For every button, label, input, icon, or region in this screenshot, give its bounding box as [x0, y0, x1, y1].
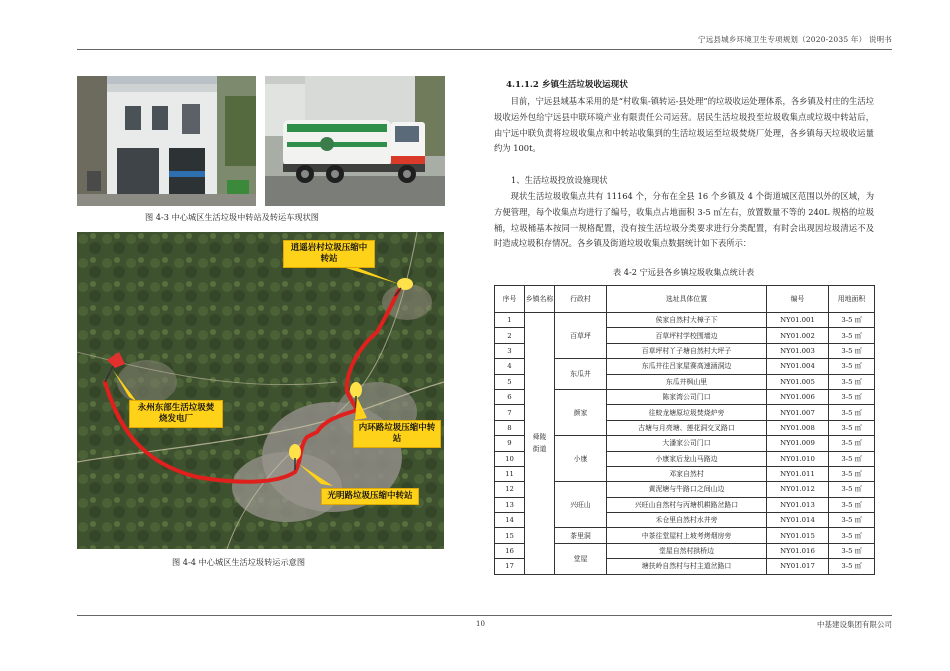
cell-village: 百草坪 — [555, 313, 607, 359]
cell-no: 6 — [495, 389, 525, 404]
cell-village: 颜家 — [555, 389, 607, 435]
cell-code: NY01.009 — [767, 436, 829, 451]
cell-no: 13 — [495, 497, 525, 512]
company-name: 中基建设集团有限公司 — [817, 620, 892, 629]
cell-no: 16 — [495, 543, 525, 558]
paragraph-collection-system: 目前，宁远县域基本采用的是“村收集-镇转运-县处理”的垃圾收运处理体系，各乡镇及村庄的生活垃圾收运外包给宁远县中联环境产业有限责任公司运营。居民生活垃圾投至垃圾收集点或垃圾中转站后，由宁远中联负责将垃圾收集点和中转站收集到的生活垃圾运至垃圾焚烧厂处理，各乡镇每天垃圾收运量约为 100t。 — [494, 96, 874, 154]
cell-no: 2 — [495, 328, 525, 343]
cell-area: 3-5 ㎡ — [829, 497, 875, 512]
cell-village: 小康 — [555, 436, 607, 482]
transfer-route-map — [77, 232, 444, 549]
cell-code: NY01.013 — [767, 497, 829, 512]
paragraph-collection-points: 现状生活垃圾收集点共有 11164 个，分布在全县 16 个乡镇及 4 个街道城区范围以外的区域，为方便管理，每个收集点均进行了编号，收集点占地面积 3-5 ㎡左右，放置数量不等的 240L 规格的垃圾桶，垃圾桶基本按同一规格配置，没有按生活垃圾分类要求进行分类配置，有时会出现因垃圾清运不及时造成垃圾积存情况。各乡镇及街道垃圾收集点数据统计如下表所示： — [494, 191, 874, 249]
cell-area: 3-5 ㎡ — [829, 482, 875, 497]
cell-village: 东瓜井 — [555, 359, 607, 390]
header-area: 用地面积 — [829, 286, 875, 313]
cell-location: 古塘与月亮塘、莲花洞交叉路口 — [607, 420, 767, 435]
cell-area: 3-5 ㎡ — [829, 359, 875, 374]
cell-no: 1 — [495, 313, 525, 328]
cell-location: 黄泥塘与牛路口之间山边 — [607, 482, 767, 497]
cell-area: 3-5 ㎡ — [829, 420, 875, 435]
cell-code: NY01.003 — [767, 343, 829, 358]
cell-no: 11 — [495, 466, 525, 481]
cell-location: 塘扶岭自然村与村主道岔路口 — [607, 559, 767, 574]
transfer-station-photo — [77, 76, 256, 206]
cell-location: 邓家自然村 — [607, 466, 767, 481]
cell-no: 17 — [495, 559, 525, 574]
cell-code: NY01.007 — [767, 405, 829, 420]
cell-area: 3-5 ㎡ — [829, 543, 875, 558]
cell-code: NY01.006 — [767, 389, 829, 404]
cell-location: 陈家湾公司门口 — [607, 389, 767, 404]
cell-area: 3-5 ㎡ — [829, 436, 875, 451]
cell-code: NY01.011 — [767, 466, 829, 481]
cell-location: 兴旺山自然村与丙塘机耕路岔路口 — [607, 497, 767, 512]
cell-location: 百草坪村学校围墙边 — [607, 328, 767, 343]
figure-4-3-caption: 图 4-3 中心城区生活垃圾中转站及转运车现状图 — [145, 212, 319, 222]
cell-area: 3-5 ㎡ — [829, 451, 875, 466]
cell-area: 3-5 ㎡ — [829, 528, 875, 543]
cell-location: 往蛟龙塘原垃圾焚烧炉旁 — [607, 405, 767, 420]
header-rule — [77, 49, 892, 50]
callout-incineration-plant: 永州东部生活垃圾焚烧发电厂 — [129, 400, 223, 428]
figure-4-4-caption: 图 4-4 中心城区生活垃圾转运示意图 — [172, 557, 306, 567]
cell-code: NY01.001 — [767, 313, 829, 328]
cell-no: 7 — [495, 405, 525, 420]
cell-location: 大潘家公司门口 — [607, 436, 767, 451]
collection-points-table — [494, 285, 875, 575]
cell-area: 3-5 ㎡ — [829, 328, 875, 343]
cell-code: NY01.008 — [767, 420, 829, 435]
footer-rule — [77, 615, 892, 616]
subsection-heading: 1、生活垃圾投放设施现状 — [511, 175, 608, 185]
page-number: 10 — [476, 620, 485, 628]
section-title: 4.1.1.2 乡镇生活垃圾收运现状 — [506, 80, 628, 90]
header-village: 行政村 — [555, 286, 607, 313]
cell-no: 4 — [495, 359, 525, 374]
cell-location: 东瓜井往吕家屋赛高速涵洞边 — [607, 359, 767, 374]
cell-location: 百草坪村丫子塘自然村大坪子 — [607, 343, 767, 358]
cell-area: 3-5 ㎡ — [829, 513, 875, 528]
running-header: 宁远县城乡环境卫生专项规划（2020-2035 年） 说明书 — [698, 35, 892, 44]
cell-area: 3-5 ㎡ — [829, 466, 875, 481]
table-caption: 表 4-2 宁远县各乡镇垃圾收集点统计表 — [613, 267, 755, 277]
cell-location: 侯家自然村大樟子下 — [607, 313, 767, 328]
cell-location: 东瓜井枫山里 — [607, 374, 767, 389]
cell-code: NY01.010 — [767, 451, 829, 466]
garbage-truck-photo — [265, 76, 445, 206]
header-location: 选址具体位置 — [607, 286, 767, 313]
cell-no: 9 — [495, 436, 525, 451]
callout-ring-road-station: 内环路垃圾压缩中转站 — [353, 420, 441, 448]
cell-no: 15 — [495, 528, 525, 543]
cell-no: 5 — [495, 374, 525, 389]
cell-village: 堂屋 — [555, 543, 607, 574]
cell-location: 禾仓里自然村水井旁 — [607, 513, 767, 528]
cell-no: 14 — [495, 513, 525, 528]
cell-village: 兴旺山 — [555, 482, 607, 528]
cell-code: NY01.015 — [767, 528, 829, 543]
header-town: 乡镇名称 — [525, 286, 555, 313]
cell-no: 3 — [495, 343, 525, 358]
cell-area: 3-5 ㎡ — [829, 559, 875, 574]
cell-code: NY01.004 — [767, 359, 829, 374]
cell-code: NY01.016 — [767, 543, 829, 558]
cell-location: 小康家后龙山马路边 — [607, 451, 767, 466]
cell-no: 10 — [495, 451, 525, 466]
cell-no: 12 — [495, 482, 525, 497]
callout-guangming-road-station: 光明路垃圾压缩中转站 — [321, 488, 419, 505]
cell-location: 堂屋自然村拱桥边 — [607, 543, 767, 558]
callout-xiaoyaoyan-station: 逍遥岩村垃圾压缩中转站 — [283, 240, 375, 268]
header-no: 序号 — [495, 286, 525, 313]
cell-village: 茶里洞 — [555, 528, 607, 543]
header-code: 编号 — [767, 286, 829, 313]
cell-code: NY01.005 — [767, 374, 829, 389]
cell-area: 3-5 ㎡ — [829, 343, 875, 358]
cell-area: 3-5 ㎡ — [829, 389, 875, 404]
table-row — [495, 313, 875, 328]
cell-code: NY01.002 — [767, 328, 829, 343]
cell-area: 3-5 ㎡ — [829, 374, 875, 389]
table-header-row — [495, 286, 875, 313]
cell-area: 3-5 ㎡ — [829, 313, 875, 328]
cell-town — [525, 313, 555, 575]
cell-code: NY01.017 — [767, 559, 829, 574]
cell-area: 3-5 ㎡ — [829, 405, 875, 420]
cell-code: NY01.014 — [767, 513, 829, 528]
town-name-label: 舜陵街道 — [532, 433, 547, 454]
cell-no: 8 — [495, 420, 525, 435]
cell-code: NY01.012 — [767, 482, 829, 497]
cell-location: 中茶往堂屋村上坡考烤烟房旁 — [607, 528, 767, 543]
